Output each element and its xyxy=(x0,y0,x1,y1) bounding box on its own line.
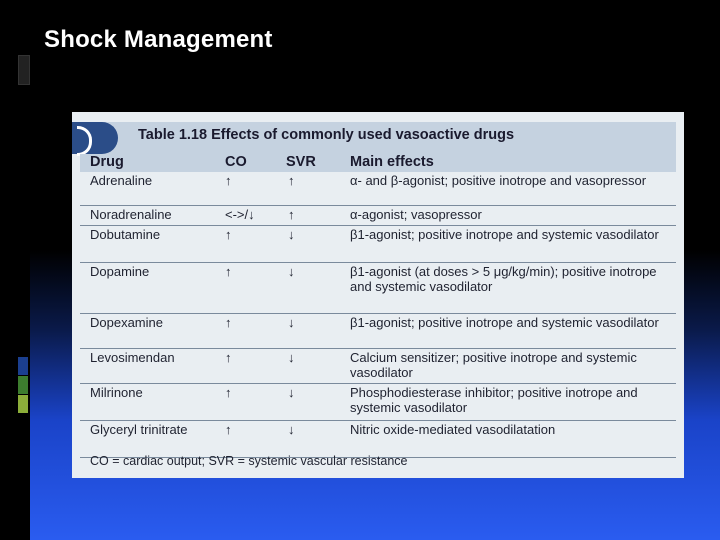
table-header-row xyxy=(80,154,676,172)
header-main-effects: Main effects xyxy=(350,154,434,170)
main-effects: Calcium sensitizer; positive inotrope and systemic vasodilator xyxy=(350,350,637,380)
rail-marker xyxy=(18,55,30,85)
table-row xyxy=(80,314,676,349)
table-row xyxy=(80,349,676,384)
table-caption-band xyxy=(72,122,676,154)
main-effects: α-agonist; vasopressor xyxy=(350,207,482,222)
table-caption: Table 1.18 Effects of commonly used vasoactive drugs xyxy=(138,127,515,143)
svr-effect: ↓ xyxy=(288,315,295,330)
table-row xyxy=(80,421,676,458)
drug-name: Levosimendan xyxy=(90,350,175,365)
table-row xyxy=(80,226,676,263)
main-effects: Nitric oxide-mediated vasodilatation xyxy=(350,422,556,437)
svr-effect: ↓ xyxy=(288,227,295,242)
drug-name: Dopexamine xyxy=(90,315,163,330)
co-effect: <->/↓ xyxy=(225,207,255,222)
co-effect: ↑ xyxy=(225,422,232,437)
slide-title: Shock Management xyxy=(44,26,273,53)
header-svr: SVR xyxy=(286,154,316,170)
table-footnote: CO = cardiac output; SVR = systemic vascular resistance xyxy=(90,454,408,468)
table-row xyxy=(80,172,676,206)
main-effects: β1-agonist; positive inotrope and systemic vasodilator xyxy=(350,227,659,242)
svr-effect: ↑ xyxy=(288,173,295,188)
left-rail xyxy=(0,0,30,540)
table-row xyxy=(80,263,676,314)
co-effect: ↑ xyxy=(225,227,232,242)
svr-effect: ↓ xyxy=(288,422,295,437)
co-effect: ↑ xyxy=(225,173,232,188)
drug-name: Dopamine xyxy=(90,264,150,279)
table-body xyxy=(80,172,676,458)
rail-color-green xyxy=(18,376,28,394)
drug-name: Dobutamine xyxy=(90,227,161,242)
vasoactive-drugs-table xyxy=(72,112,684,478)
co-effect: ↑ xyxy=(225,315,232,330)
svr-effect: ↓ xyxy=(288,264,295,279)
drug-name: Glyceryl trinitrate xyxy=(90,422,188,437)
co-effect: ↑ xyxy=(225,350,232,365)
main-effects: β1-agonist (at doses > 5 μg/kg/min); positive inotrope and systemic vasodilator xyxy=(350,264,657,294)
main-effects: β1-agonist; positive inotrope and systemic vasodilator xyxy=(350,315,659,330)
rail-color-lime xyxy=(18,395,28,413)
svr-effect: ↓ xyxy=(288,350,295,365)
header-drug: Drug xyxy=(90,154,124,170)
table-row xyxy=(80,384,676,421)
rail-color-blue xyxy=(18,357,28,375)
main-effects: Phosphodiesterase inhibitor; positive inotrope and systemic vasodilator xyxy=(350,385,638,415)
table-row xyxy=(80,206,676,226)
co-effect: ↑ xyxy=(225,385,232,400)
drug-name: Milrinone xyxy=(90,385,143,400)
svr-effect: ↓ xyxy=(288,385,295,400)
header-co: CO xyxy=(225,154,247,170)
drug-name: Noradrenaline xyxy=(90,207,172,222)
main-effects: α- and β-agonist; positive inotrope and vasopressor xyxy=(350,173,647,188)
drug-name: Adrenaline xyxy=(90,173,153,188)
svr-effect: ↑ xyxy=(288,207,295,222)
co-effect: ↑ xyxy=(225,264,232,279)
caption-tag-icon xyxy=(72,122,118,154)
